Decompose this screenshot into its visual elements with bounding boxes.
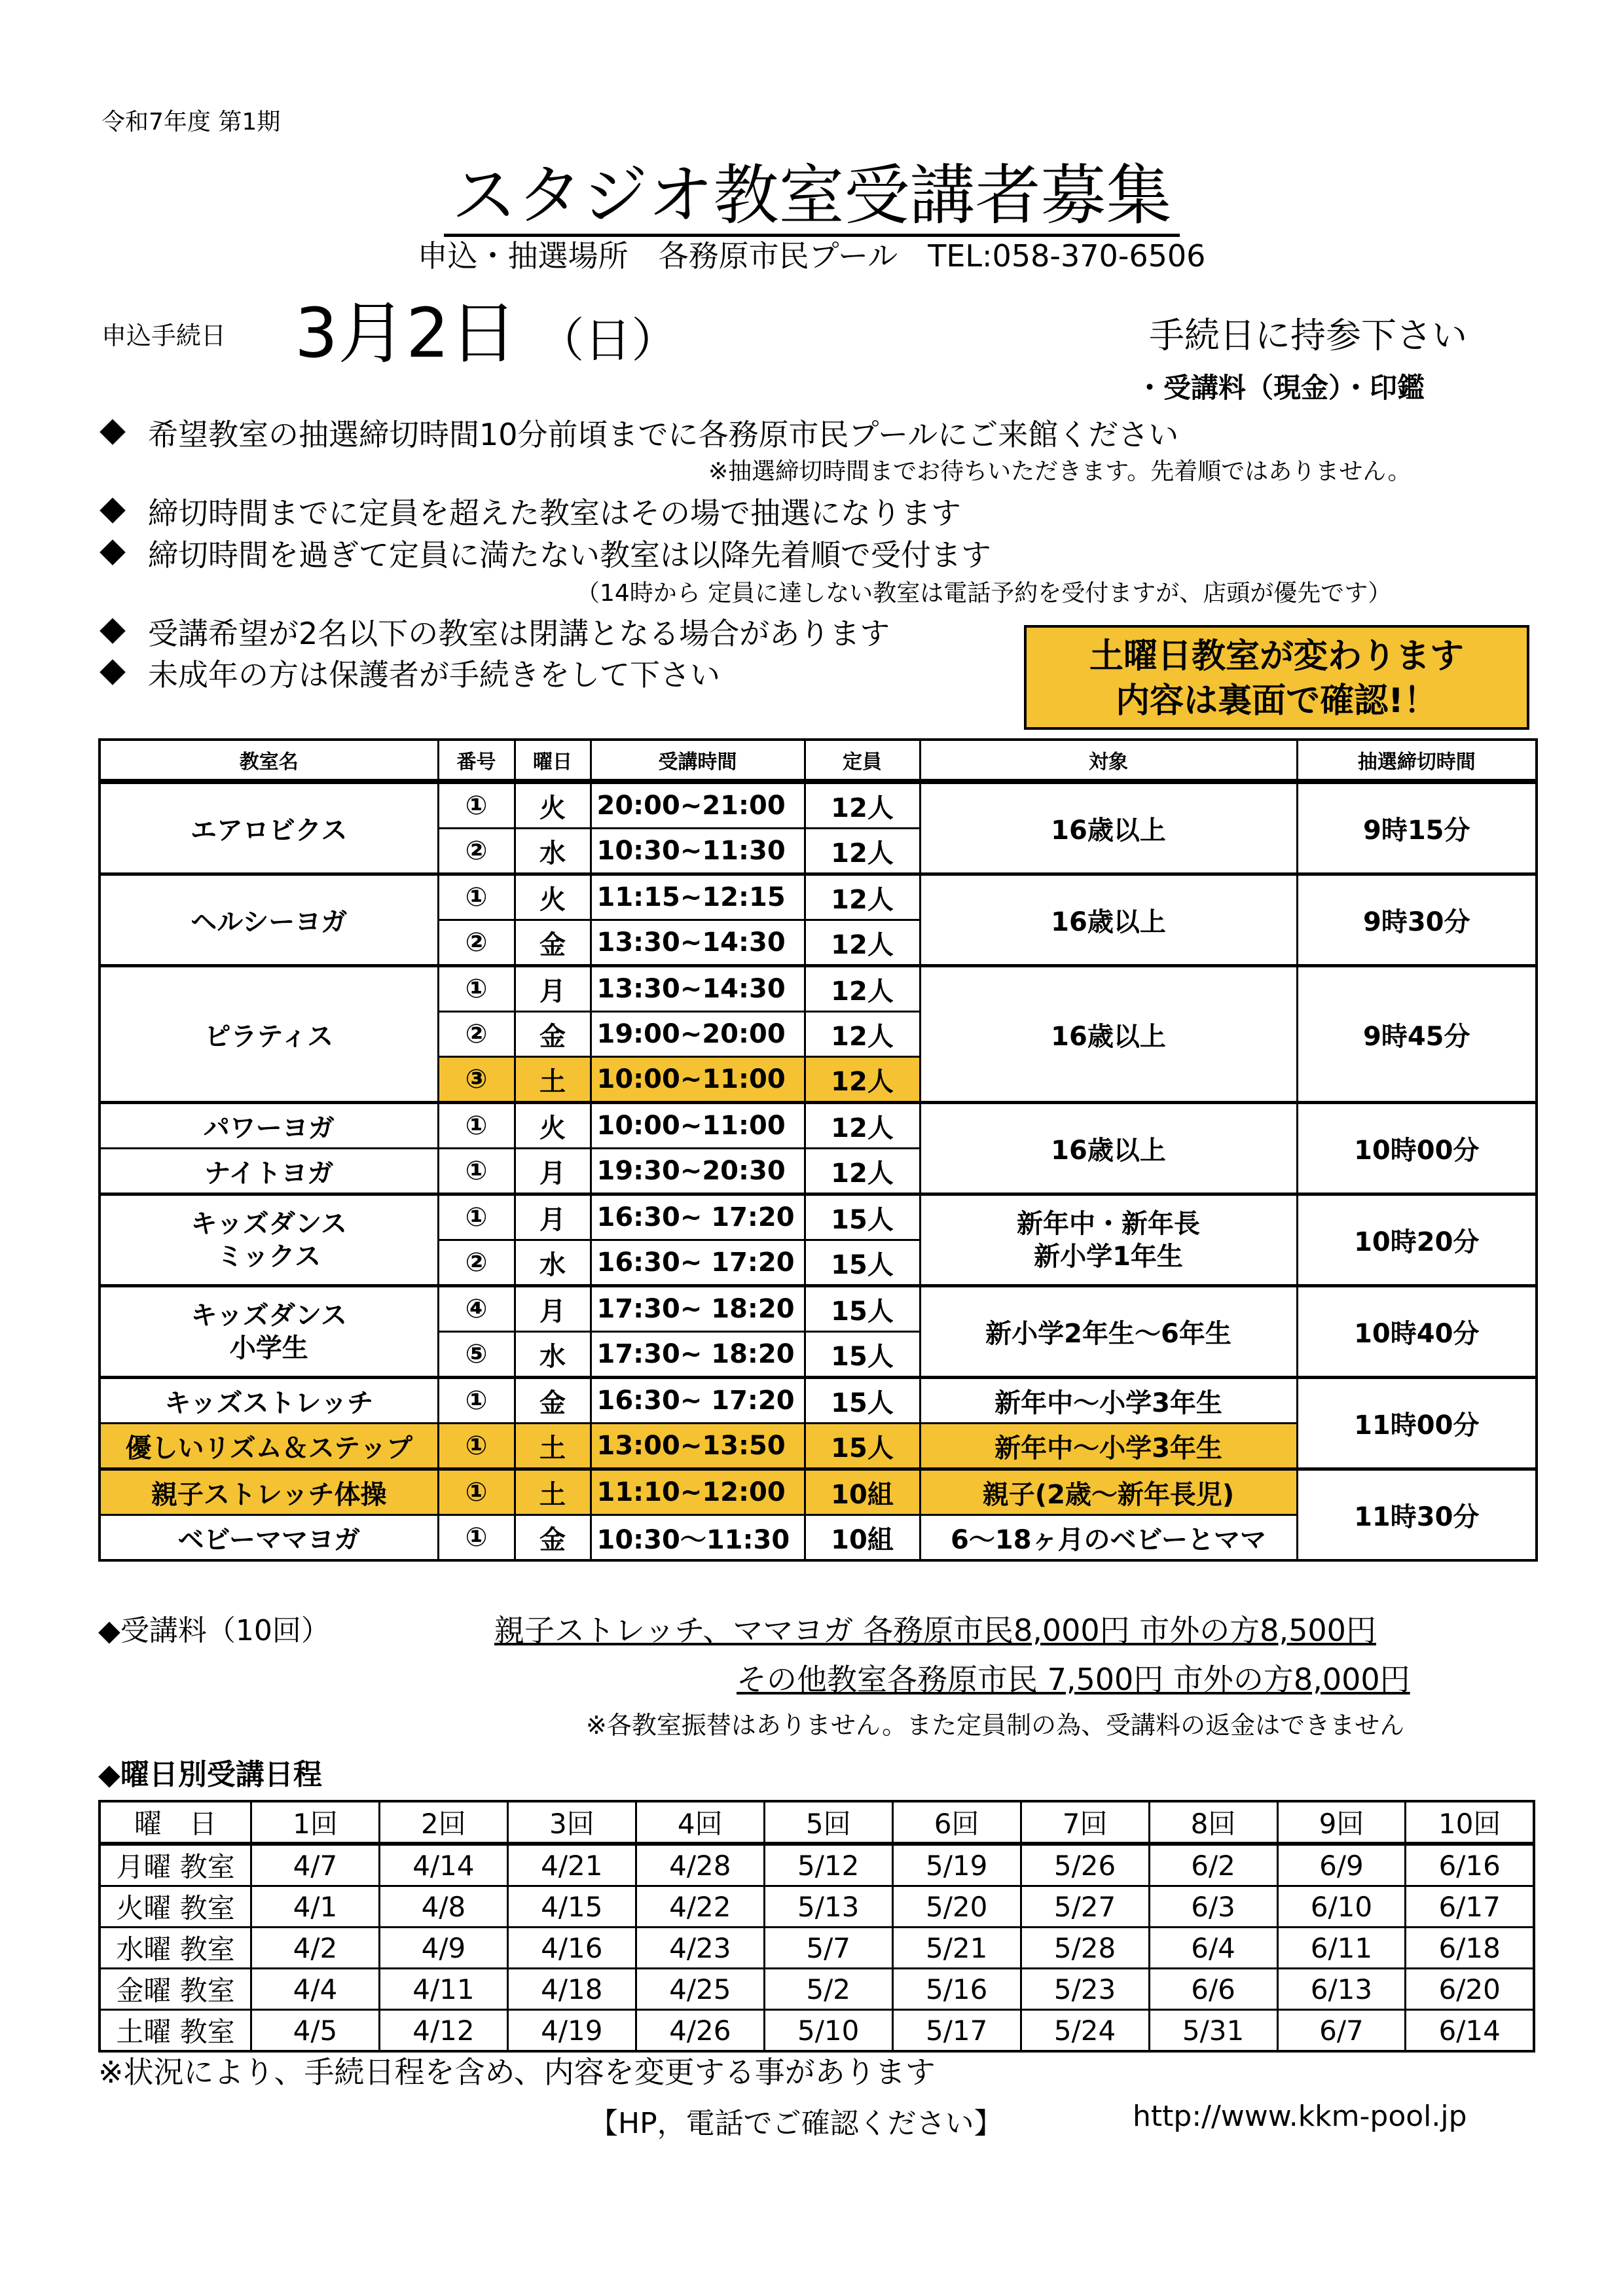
notice-text: 締切時間までに定員を超えた教室はその場で抽選になります bbox=[148, 495, 961, 531]
class-day: 水 bbox=[515, 1240, 591, 1286]
class-deadline: 11時00分 bbox=[1297, 1378, 1537, 1469]
schedule-day-cell: 水曜 教室 bbox=[100, 1928, 251, 1969]
class-number: ① bbox=[438, 781, 515, 829]
class-day: 火 bbox=[515, 1103, 591, 1149]
schedule-header-cell: 1回 bbox=[251, 1801, 380, 1844]
class-target bbox=[920, 1194, 1297, 1286]
schedule-date-cell: 5/21 bbox=[892, 1928, 1021, 1969]
class-name: パワーヨガ bbox=[100, 1103, 438, 1149]
schedule-header-cell: 10回 bbox=[1406, 1801, 1534, 1844]
table-row bbox=[100, 1194, 1537, 1240]
class-capacity: 12人 bbox=[805, 920, 920, 966]
schedule-date-cell: 4/12 bbox=[379, 2010, 507, 2052]
class-target: 新年中～小学3年生 bbox=[920, 1378, 1297, 1424]
class-target: 新小学2年生～6年生 bbox=[920, 1286, 1297, 1378]
application-date bbox=[295, 278, 678, 376]
class-name bbox=[100, 1194, 438, 1286]
schedule-row bbox=[100, 1886, 1534, 1928]
schedule-label: ◆曜日別受講日程 bbox=[98, 1758, 322, 1791]
header-time: 受講時間 bbox=[591, 740, 805, 781]
class-capacity: 12人 bbox=[805, 1012, 920, 1057]
table-row bbox=[100, 781, 1537, 829]
class-day: 火 bbox=[515, 781, 591, 829]
class-deadline: 10時20分 bbox=[1297, 1194, 1537, 1286]
notice-item bbox=[98, 610, 890, 653]
class-name-line-1: キッズダンス bbox=[191, 1208, 347, 1239]
schedule-day-cell: 月曜 教室 bbox=[100, 1844, 251, 1886]
class-name-line-2: ミックス bbox=[217, 1241, 321, 1272]
schedule-date-cell: 5/7 bbox=[764, 1928, 892, 1969]
schedule-date-cell: 5/19 bbox=[892, 1844, 1021, 1886]
class-time: 16:30~ 17:20 bbox=[591, 1240, 805, 1286]
schedule-date-cell: 4/11 bbox=[379, 1969, 507, 2010]
date-value: 3月2日 bbox=[295, 293, 518, 373]
class-day: 月 bbox=[515, 966, 591, 1012]
table-row bbox=[100, 874, 1537, 920]
class-time: 20:00~21:00 bbox=[591, 781, 805, 829]
class-day: 土 bbox=[515, 1469, 591, 1515]
schedule-date-cell: 4/9 bbox=[379, 1928, 507, 1969]
schedule-table bbox=[98, 1800, 1535, 2053]
class-target: 16歳以上 bbox=[920, 874, 1297, 966]
schedule-row bbox=[100, 1969, 1534, 2010]
table-header-row bbox=[100, 740, 1537, 781]
class-table bbox=[98, 738, 1538, 1562]
class-name: ピラティス bbox=[100, 966, 438, 1103]
class-number: ⑤ bbox=[438, 1332, 515, 1378]
fee-line-1: 親子ストレッチ、ママヨガ 各務原市民8,000円 市外の方8,500円 bbox=[494, 1613, 1376, 1648]
schedule-date-cell: 5/20 bbox=[892, 1886, 1021, 1928]
bring-heading: 手続日に持参下さい bbox=[1149, 315, 1467, 356]
class-day: 月 bbox=[515, 1149, 591, 1194]
class-name: ナイトヨガ bbox=[100, 1149, 438, 1194]
class-capacity: 12人 bbox=[805, 966, 920, 1012]
schedule-header-row bbox=[100, 1801, 1534, 1844]
class-number: ① bbox=[438, 1515, 515, 1561]
schedule-date-cell: 5/23 bbox=[1021, 1969, 1149, 2010]
class-deadline: 9時15分 bbox=[1297, 781, 1537, 874]
schedule-date-cell: 4/21 bbox=[507, 1844, 636, 1886]
class-target: 16歳以上 bbox=[920, 966, 1297, 1103]
class-time: 17:30~ 18:20 bbox=[591, 1332, 805, 1378]
schedule-date-cell: 4/14 bbox=[379, 1844, 507, 1886]
class-capacity: 15人 bbox=[805, 1194, 920, 1240]
schedule-row bbox=[100, 2010, 1534, 2052]
bring-items: ・受講料（現金）・印鑑 bbox=[1136, 372, 1425, 404]
footer-url[interactable]: http://www.kkm-pool.jp bbox=[1133, 2100, 1467, 2133]
class-deadline: 11時30分 bbox=[1297, 1469, 1537, 1561]
class-target: 16歳以上 bbox=[920, 781, 1297, 874]
header-deadline: 抽選締切時間 bbox=[1297, 740, 1537, 781]
schedule-date-cell: 6/4 bbox=[1149, 1928, 1277, 1969]
schedule-date-cell: 6/14 bbox=[1406, 2010, 1534, 2052]
class-number: ② bbox=[438, 920, 515, 966]
class-capacity: 12人 bbox=[805, 1149, 920, 1194]
class-deadline: 10時40分 bbox=[1297, 1286, 1537, 1378]
class-name-line-2: 小学生 bbox=[229, 1333, 308, 1363]
schedule-day-cell: 土曜 教室 bbox=[100, 2010, 251, 2052]
table-row bbox=[100, 1286, 1537, 1332]
class-day: 金 bbox=[515, 1515, 591, 1561]
class-time: 13:00~13:50 bbox=[591, 1424, 805, 1469]
class-capacity: 15人 bbox=[805, 1332, 920, 1378]
class-capacity: 10組 bbox=[805, 1515, 920, 1561]
notice-text: 締切時間を過ぎて定員に満たない教室は以降先着順で受付ます bbox=[148, 537, 991, 573]
schedule-date-cell: 6/3 bbox=[1149, 1886, 1277, 1928]
class-name: 優しいリズム＆ステップ bbox=[100, 1424, 438, 1469]
term-label: 令和7年度 第1期 bbox=[101, 109, 281, 135]
schedule-date-cell: 5/16 bbox=[892, 1969, 1021, 2010]
schedule-header-cell: 9回 bbox=[1277, 1801, 1406, 1844]
class-number: ① bbox=[438, 1103, 515, 1149]
schedule-header-cell: 2回 bbox=[379, 1801, 507, 1844]
class-time: 16:30~ 17:20 bbox=[591, 1378, 805, 1424]
class-capacity: 15人 bbox=[805, 1286, 920, 1332]
schedule-date-cell: 4/15 bbox=[507, 1886, 636, 1928]
footer-contact: 【HP，電話でご確認ください】 bbox=[589, 2107, 1003, 2140]
notice-text: 受講希望が2名以下の教室は閉講となる場合があります bbox=[148, 616, 890, 651]
schedule-date-cell: 6/18 bbox=[1406, 1928, 1534, 1969]
schedule-date-cell: 5/27 bbox=[1021, 1886, 1149, 1928]
class-target: 16歳以上 bbox=[920, 1103, 1297, 1194]
class-number: ② bbox=[438, 1012, 515, 1057]
class-name-line-1: キッズダンス bbox=[191, 1300, 347, 1331]
venue-info: 申込・抽選場所 各務原市民プール TEL:058-370-6506 bbox=[417, 238, 1206, 274]
notice-text: 未成年の方は保護者が手続きをして下さい bbox=[148, 657, 720, 692]
class-time: 13:30~14:30 bbox=[591, 966, 805, 1012]
schedule-date-cell: 6/2 bbox=[1149, 1844, 1277, 1886]
class-day: 火 bbox=[515, 874, 591, 920]
schedule-day-cell: 火曜 教室 bbox=[100, 1886, 251, 1928]
class-time: 10:00~11:00 bbox=[591, 1103, 805, 1149]
class-time: 10:30～11:30 bbox=[591, 1515, 805, 1561]
schedule-header-cell: 7回 bbox=[1021, 1801, 1149, 1844]
class-time: 19:30~20:30 bbox=[591, 1149, 805, 1194]
class-deadline: 9時45分 bbox=[1297, 966, 1537, 1103]
table-row bbox=[100, 1103, 1537, 1149]
class-time: 11:10~12:00 bbox=[591, 1469, 805, 1515]
class-day: 水 bbox=[515, 1332, 591, 1378]
table-row-highlighted bbox=[100, 1469, 1537, 1515]
fee-note: ※各教室振替はありません。また定員制の為、受講料の返金はできません bbox=[586, 1711, 1405, 1740]
schedule-date-cell: 6/20 bbox=[1406, 1969, 1534, 2010]
schedule-date-cell: 4/5 bbox=[251, 2010, 380, 2052]
schedule-date-cell: 5/12 bbox=[764, 1844, 892, 1886]
diamond-bullet-icon bbox=[100, 497, 126, 524]
class-deadline: 10時00分 bbox=[1297, 1103, 1537, 1194]
notice-text: 希望教室の抽選締切時間10分前頃までに各務原市民プールにご来館ください bbox=[148, 417, 1179, 452]
class-day: 月 bbox=[515, 1194, 591, 1240]
schedule-date-cell: 6/16 bbox=[1406, 1844, 1534, 1886]
class-capacity: 12人 bbox=[805, 874, 920, 920]
saturday-change-callout bbox=[1024, 625, 1529, 730]
class-day: 土 bbox=[515, 1057, 591, 1103]
schedule-date-cell: 4/23 bbox=[636, 1928, 764, 1969]
callout-line-2: 内容は裏面で確認!！ bbox=[1116, 681, 1438, 721]
class-capacity: 12人 bbox=[805, 781, 920, 829]
schedule-date-cell: 6/9 bbox=[1277, 1844, 1406, 1886]
schedule-date-cell: 6/6 bbox=[1149, 1969, 1277, 2010]
class-number: ③ bbox=[438, 1057, 515, 1103]
notice-note: ※抽選締切時間までお待ちいただきます。先着順ではありません。 bbox=[708, 458, 1412, 485]
notice-item bbox=[98, 411, 1178, 454]
class-name: キッズストレッチ bbox=[100, 1378, 438, 1424]
class-name: 親子ストレッチ体操 bbox=[100, 1469, 438, 1515]
class-day: 月 bbox=[515, 1286, 591, 1332]
schedule-date-cell: 6/7 bbox=[1277, 2010, 1406, 2052]
notice-item bbox=[98, 531, 991, 575]
schedule-date-cell: 5/17 bbox=[892, 2010, 1021, 2052]
class-capacity: 15人 bbox=[805, 1424, 920, 1469]
class-target-line-1: 新年中・新年長 bbox=[1017, 1208, 1200, 1239]
notice-item bbox=[98, 651, 720, 694]
header-target: 対象 bbox=[920, 740, 1297, 781]
class-target: 親子(2歳～新年長児) bbox=[920, 1469, 1297, 1515]
table-row bbox=[100, 966, 1537, 1012]
schedule-header-cell: 8回 bbox=[1149, 1801, 1277, 1844]
class-day: 水 bbox=[515, 829, 591, 874]
class-name: ベビーママヨガ bbox=[100, 1515, 438, 1561]
class-number: ① bbox=[438, 966, 515, 1012]
class-name bbox=[100, 1286, 438, 1378]
callout-line-1: 土曜日教室が変わります bbox=[1089, 637, 1464, 676]
schedule-date-cell: 6/11 bbox=[1277, 1928, 1406, 1969]
header-class-name: 教室名 bbox=[100, 740, 438, 781]
schedule-date-cell: 4/18 bbox=[507, 1969, 636, 2010]
class-name: エアロビクス bbox=[100, 781, 438, 874]
schedule-date-cell: 4/19 bbox=[507, 2010, 636, 2052]
class-capacity: 15人 bbox=[805, 1378, 920, 1424]
class-capacity: 15人 bbox=[805, 1240, 920, 1286]
schedule-header-cell: 曜 日 bbox=[100, 1801, 251, 1844]
header-capacity: 定員 bbox=[805, 740, 920, 781]
class-time: 17:30~ 18:20 bbox=[591, 1286, 805, 1332]
class-name: ヘルシーヨガ bbox=[100, 874, 438, 966]
class-day: 金 bbox=[515, 1012, 591, 1057]
class-target: 新年中～小学3年生 bbox=[920, 1424, 1297, 1469]
fee-label: ◆受講料（10回） bbox=[98, 1614, 330, 1647]
schedule-date-cell: 5/13 bbox=[764, 1886, 892, 1928]
schedule-date-cell: 4/26 bbox=[636, 2010, 764, 2052]
notice-note: （14時から 定員に達しない教室は電話予約を受付ますが、店頭が優先です） bbox=[576, 580, 1392, 607]
class-capacity: 12人 bbox=[805, 1057, 920, 1103]
schedule-day-cell: 金曜 教室 bbox=[100, 1969, 251, 2010]
schedule-header-cell: 6回 bbox=[892, 1801, 1021, 1844]
class-capacity: 12人 bbox=[805, 1103, 920, 1149]
schedule-date-cell: 4/28 bbox=[636, 1844, 764, 1886]
diamond-bullet-icon bbox=[100, 659, 126, 685]
schedule-header-cell: 3回 bbox=[507, 1801, 636, 1844]
class-time: 13:30~14:30 bbox=[591, 920, 805, 966]
class-number: ② bbox=[438, 1240, 515, 1286]
class-capacity: 10組 bbox=[805, 1469, 920, 1515]
class-target-line-2: 新小学1年生 bbox=[1034, 1241, 1183, 1272]
schedule-date-cell: 5/24 bbox=[1021, 2010, 1149, 2052]
schedule-date-cell: 5/26 bbox=[1021, 1844, 1149, 1886]
date-label: 申込手続日 bbox=[101, 321, 227, 350]
schedule-date-cell: 5/2 bbox=[764, 1969, 892, 2010]
date-dow: （日） bbox=[537, 313, 679, 368]
class-day: 土 bbox=[515, 1424, 591, 1469]
schedule-date-cell: 4/25 bbox=[636, 1969, 764, 2010]
class-time: 16:30~ 17:20 bbox=[591, 1194, 805, 1240]
schedule-date-cell: 5/28 bbox=[1021, 1928, 1149, 1969]
class-target: 6～18ヶ月のベビーとママ bbox=[920, 1515, 1297, 1561]
schedule-date-cell: 4/22 bbox=[636, 1886, 764, 1928]
class-time: 19:00~20:00 bbox=[591, 1012, 805, 1057]
schedule-date-cell: 4/16 bbox=[507, 1928, 636, 1969]
schedule-date-cell: 4/8 bbox=[379, 1886, 507, 1928]
class-capacity: 12人 bbox=[805, 829, 920, 874]
class-time: 10:00~11:00 bbox=[591, 1057, 805, 1103]
schedule-date-cell: 6/13 bbox=[1277, 1969, 1406, 2010]
diamond-bullet-icon bbox=[100, 419, 126, 445]
schedule-date-cell: 5/31 bbox=[1149, 2010, 1277, 2052]
schedule-date-cell: 4/4 bbox=[251, 1969, 380, 2010]
schedule-row bbox=[100, 1928, 1534, 1969]
page-title-text: スタジオ教室受講者募集 bbox=[444, 157, 1180, 237]
notice-item bbox=[98, 490, 961, 533]
diamond-bullet-icon bbox=[100, 539, 126, 565]
class-day: 金 bbox=[515, 1378, 591, 1424]
class-number: ② bbox=[438, 829, 515, 874]
schedule-date-cell: 4/7 bbox=[251, 1844, 380, 1886]
class-deadline: 9時30分 bbox=[1297, 874, 1537, 966]
schedule-row bbox=[100, 1844, 1534, 1886]
class-number: ① bbox=[438, 1194, 515, 1240]
schedule-date-cell: 6/10 bbox=[1277, 1886, 1406, 1928]
schedule-header-cell: 5回 bbox=[764, 1801, 892, 1844]
class-number: ① bbox=[438, 1149, 515, 1194]
page-title bbox=[0, 143, 1623, 237]
footer-note: ※状況により、手続日程を含め、内容を変更する事があります bbox=[98, 2054, 936, 2090]
class-number: ④ bbox=[438, 1286, 515, 1332]
schedule-date-cell: 5/10 bbox=[764, 2010, 892, 2052]
schedule-header-cell: 4回 bbox=[636, 1801, 764, 1844]
diamond-bullet-icon bbox=[100, 618, 126, 644]
fee-line-2: その他教室各務原市民 7,500円 市外の方8,000円 bbox=[737, 1662, 1410, 1697]
class-number: ① bbox=[438, 874, 515, 920]
class-time: 11:15~12:15 bbox=[591, 874, 805, 920]
schedule-date-cell: 6/17 bbox=[1406, 1886, 1534, 1928]
class-day: 金 bbox=[515, 920, 591, 966]
header-number: 番号 bbox=[438, 740, 515, 781]
class-number: ① bbox=[438, 1378, 515, 1424]
schedule-date-cell: 4/2 bbox=[251, 1928, 380, 1969]
header-day: 曜日 bbox=[515, 740, 591, 781]
schedule-date-cell: 4/1 bbox=[251, 1886, 380, 1928]
class-time: 10:30~11:30 bbox=[591, 829, 805, 874]
class-number: ① bbox=[438, 1469, 515, 1515]
class-number: ① bbox=[438, 1424, 515, 1469]
table-row bbox=[100, 1378, 1537, 1424]
